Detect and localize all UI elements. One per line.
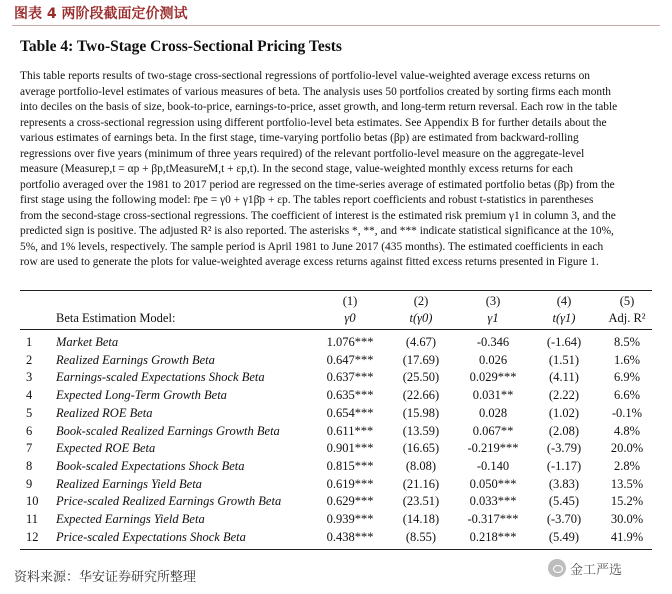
row-model-name: Book-scaled Realized Earnings Growth Beta — [56, 423, 280, 438]
row-model-name: Expected ROE Beta — [56, 441, 156, 456]
cell-t-gamma0: (21.16) — [402, 476, 440, 491]
table-row — [20, 424, 652, 441]
watermark-text: 金工严选 — [570, 562, 623, 578]
cell-t-gamma0: (15.98) — [402, 405, 440, 420]
col-label-t-gamma1: t(γ1) — [552, 311, 576, 325]
row-model-name: Price-scaled Expectations Shock Beta — [56, 529, 246, 544]
description-line: from the second-stage cross-sectional regressions. The coefficient of interest is the estimated risk premium γ1 in column 3, and the — [20, 209, 616, 222]
table-row — [20, 459, 652, 476]
row-model-name: Earnings-scaled Expectations Shock Beta — [56, 370, 265, 385]
cell-gamma1: -0.317*** — [467, 512, 519, 526]
cell-gamma1: 0.033*** — [469, 494, 517, 509]
cell-gamma1: 0.218*** — [469, 529, 517, 544]
table-row — [20, 530, 652, 547]
col-label-gamma0: γ0 — [344, 311, 356, 325]
description-line: This table reports results of two-stage cross-sectional regressions of portfolio-level value-weighted average excess returns on — [20, 70, 590, 82]
cell-gamma1: 0.029*** — [469, 370, 517, 385]
row-number: 9 — [26, 476, 33, 491]
table-row — [20, 477, 652, 494]
table-row — [20, 512, 652, 529]
col-number-4: (4) — [556, 294, 572, 308]
row-number: 6 — [26, 423, 33, 438]
col-label-t-gamma0: t(γ0) — [409, 311, 433, 325]
cell-gamma0: 0.939*** — [326, 512, 374, 526]
row-model-name: Book-scaled Expectations Shock Beta — [56, 458, 245, 473]
description-line: represents a cross-sectional regression using different portfolio-level beta estimates. See Appendix B for further details about the — [20, 116, 607, 129]
row-model-name: Realized Earnings Yield Beta — [56, 476, 202, 491]
cell-t-gamma1: (5.49) — [548, 529, 580, 544]
cell-gamma0: 0.635*** — [326, 388, 374, 403]
col-number-1: (1) — [342, 294, 358, 308]
cell-gamma0: 0.611*** — [326, 423, 374, 438]
cell-adj-r2: 41.9% — [610, 529, 644, 544]
cell-gamma1: 0.050*** — [469, 476, 517, 491]
cell-adj-r2: 2.8% — [613, 458, 641, 473]
column-label-row — [20, 311, 652, 328]
description-line: average portfolio-level estimates of various measures of beta. The analysis uses 50 portfolios created by sorting firms each month — [20, 85, 611, 98]
cell-t-gamma0: (25.50) — [402, 370, 440, 385]
column-number-row — [20, 294, 652, 311]
figure-title: 图表 4 两阶段截面定价测试 — [14, 6, 188, 22]
row-model-name: Expected Earnings Yield Beta — [56, 512, 205, 526]
cell-adj-r2: 13.5% — [610, 476, 644, 491]
table-bottom-rule — [20, 549, 652, 550]
cell-t-gamma1: (2.22) — [548, 388, 580, 403]
cell-t-gamma0: (4.67) — [405, 335, 437, 349]
row-number: 2 — [26, 352, 33, 367]
row-model-name: Price-scaled Realized Earnings Growth Beta — [56, 494, 282, 509]
cell-gamma0: 0.637*** — [326, 370, 374, 385]
row-model-name: Realized Earnings Growth Beta — [56, 352, 215, 367]
row-number: 8 — [26, 458, 33, 473]
cell-t-gamma0: (8.08) — [405, 458, 437, 473]
col-label-adj-r2: Adj. R² — [608, 311, 646, 325]
col-label-gamma1: γ1 — [487, 311, 499, 325]
cell-adj-r2: 6.6% — [613, 388, 641, 403]
header-rule — [20, 329, 652, 330]
cell-adj-r2: 15.2% — [610, 494, 644, 509]
cell-t-gamma1: (2.08) — [548, 423, 580, 438]
row-number: 7 — [26, 441, 33, 456]
row-model-name: Expected Long-Term Growth Beta — [56, 388, 227, 403]
cell-t-gamma1: (-1.64) — [546, 335, 582, 349]
cell-t-gamma1: (-3.70) — [546, 512, 582, 526]
cell-t-gamma1: (1.51) — [548, 352, 580, 367]
row-number: 11 — [26, 512, 39, 526]
cell-adj-r2: 30.0% — [610, 512, 644, 526]
row-number: 12 — [26, 529, 39, 544]
wechat-icon — [548, 559, 566, 577]
model-header: Beta Estimation Model: — [56, 311, 176, 325]
col-number-3: (3) — [485, 294, 501, 308]
cell-adj-r2: 6.9% — [613, 370, 641, 385]
cell-gamma1: -0.219*** — [467, 441, 519, 456]
cell-adj-r2: 4.8% — [613, 423, 641, 438]
description-line: row are used to generate the plots for value-weighted average excess returns against fitted excess returns presented in Figure 1. — [20, 256, 599, 268]
table-row — [20, 335, 652, 352]
table-row — [20, 388, 652, 405]
cell-gamma1: 0.067** — [472, 423, 514, 438]
description-line: portfolio averaged over the 1981 to 2017 period are regressed on the time-series average of estimated portfolio betas (β̄p) from the — [20, 178, 615, 191]
col-number-5: (5) — [619, 294, 635, 308]
description-line: into deciles on the basis of size, book-to-price, earnings-to-price, asset growth, and long-term return reversal. Each row in the table — [20, 101, 618, 113]
col-number-2: (2) — [413, 294, 429, 308]
cell-t-gamma1: (-1.17) — [546, 458, 582, 473]
cell-t-gamma0: (14.18) — [402, 512, 440, 526]
cell-t-gamma0: (17.69) — [402, 352, 440, 367]
row-model-name: Realized ROE Beta — [56, 405, 153, 420]
cell-t-gamma1: (4.11) — [549, 370, 579, 385]
table-description — [20, 69, 652, 271]
row-number: 5 — [26, 405, 33, 420]
table-heading: Table 4: Two-Stage Cross-Sectional Pricing Tests — [20, 38, 342, 55]
table-row — [20, 370, 652, 387]
cell-t-gamma1: (-3.79) — [546, 441, 582, 456]
cell-gamma1: -0.346 — [476, 335, 510, 349]
description-line: measure (Measurep,t = αp + βp,tMeasureM,t + εp,t). In the second stage, value-weighted monthly excess returns for each — [20, 163, 573, 175]
description-line: 5%, and 1% levels, respectively. The sample period is April 1981 to June 2017 (435 months). The estimated coefficients in each — [20, 240, 604, 253]
cell-adj-r2: 8.5% — [613, 335, 641, 349]
watermark-badge — [548, 555, 656, 581]
cell-gamma0: 0.901*** — [326, 441, 374, 456]
cell-gamma1: 0.028 — [478, 405, 508, 420]
table-row — [20, 406, 652, 423]
title-divider — [12, 25, 660, 26]
cell-gamma1: -0.140 — [476, 458, 510, 473]
row-number: 3 — [26, 370, 33, 385]
source-note: 资料来源：华安证券研究所整理 — [14, 570, 197, 585]
cell-gamma1: 0.031** — [472, 388, 514, 403]
table-row — [20, 353, 652, 370]
cell-gamma0: 0.654*** — [326, 405, 374, 420]
cell-adj-r2: 20.0% — [610, 441, 644, 456]
cell-gamma0: 0.619*** — [326, 476, 374, 491]
cell-t-gamma1: (3.83) — [548, 476, 580, 491]
description-line: predicted sign is positive. The adjusted R² is also reported. The asterisks *, **, and *** indicate statistical significance at the 10%, — [20, 225, 614, 237]
row-number: 4 — [26, 388, 33, 403]
row-number: 1 — [26, 335, 33, 349]
cell-gamma0: 0.647*** — [326, 352, 374, 367]
cell-t-gamma0: (13.59) — [402, 423, 440, 438]
cell-t-gamma0: (23.51) — [402, 494, 440, 509]
cell-t-gamma0: (16.65) — [402, 441, 440, 456]
cell-gamma1: 0.026 — [478, 352, 508, 367]
cell-t-gamma1: (1.02) — [548, 405, 580, 420]
cell-gamma0: 0.629*** — [326, 494, 374, 509]
cell-adj-r2: 1.6% — [613, 352, 641, 367]
table-top-rule — [20, 290, 652, 291]
row-number: 10 — [26, 494, 39, 509]
table-row — [20, 441, 652, 458]
table-row — [20, 494, 652, 511]
cell-t-gamma0: (22.66) — [402, 388, 440, 403]
description-line: first stage using the following model: r̄pe = γ0 + γ1β̄p + εp. The tables report coefficients and robust t-statistics in parentheses — [20, 194, 594, 206]
cell-adj-r2: -0.1% — [611, 405, 643, 420]
cell-gamma0: 1.076*** — [326, 335, 374, 349]
cell-gamma0: 0.438*** — [326, 529, 374, 544]
row-model-name: Market Beta — [56, 335, 119, 349]
cell-t-gamma1: (5.45) — [548, 494, 580, 509]
description-line: regressions over five years (minimum of three years required) of the relevant portfolio-level measure on the aggregate-level — [20, 147, 585, 160]
cell-t-gamma0: (8.55) — [405, 529, 437, 544]
description-line: various estimates of earnings beta. In the first stage, time-varying portfolio betas (βp) are estimated from backward-rolling — [20, 132, 579, 144]
cell-gamma0: 0.815*** — [326, 458, 374, 473]
